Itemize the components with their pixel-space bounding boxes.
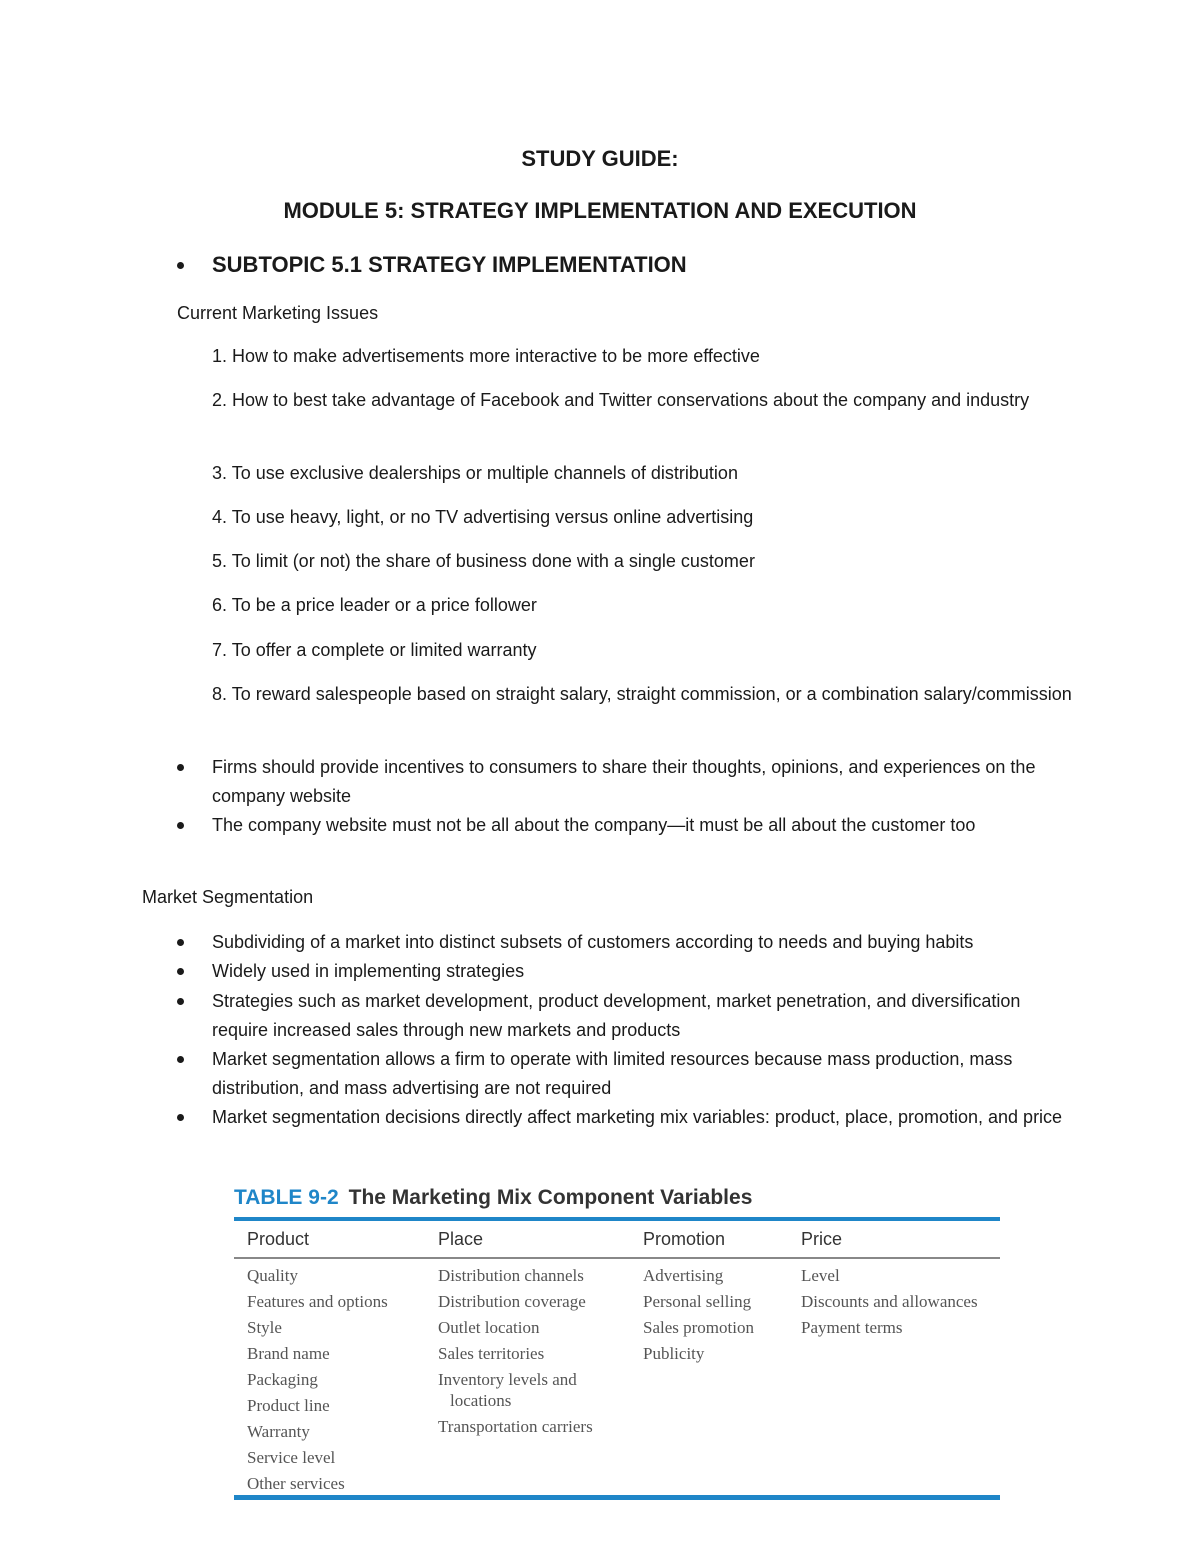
table-label: TABLE 9-2 [234, 1186, 339, 1209]
segmentation-heading: Market Segmentation [142, 887, 314, 907]
table-cell: Publicity [643, 1344, 705, 1363]
list-bullet [177, 939, 184, 946]
table-cell: Sales promotion [643, 1318, 754, 1337]
table-cell: Other services [247, 1474, 345, 1493]
table-cell: Service level [247, 1448, 336, 1467]
marketing-issues-heading: Current Marketing Issues [177, 303, 379, 323]
issue-item-3: 3. To use exclusive dealerships or multiple channels of distribution [212, 463, 738, 483]
table-cell: Distribution channels [438, 1266, 584, 1285]
list-bullet [177, 1056, 184, 1063]
segmentation-bullet-1: Subdividing of a market into distinct subsets of customers according to needs and buying habits [212, 932, 974, 952]
table-header-promotion: Promotion [643, 1229, 726, 1249]
table-cell: Warranty [247, 1422, 310, 1441]
table-header-place: Place [438, 1229, 484, 1249]
table-cell: Transportation carriers [438, 1417, 593, 1436]
issue-item-2: 2. How to best take advantage of Facebook and Twitter conservations about the company and industry [212, 390, 1030, 410]
table-caption [234, 1186, 752, 1210]
product-column [247, 1263, 388, 1497]
table-cell: Discounts and allowances [801, 1292, 978, 1311]
issue-item-1: 1. How to make advertisements more interactive to be more effective [212, 346, 760, 366]
subtopic-bullet [177, 262, 184, 269]
segmentation-bullet-5: Market segmentation decisions directly affect marketing mix variables: product, place, promotion, and price [212, 1107, 1063, 1127]
study-guide-title: STUDY GUIDE: [521, 146, 679, 171]
list-bullet [177, 968, 184, 975]
table-cell: Level [801, 1266, 840, 1285]
table-cell: Sales territories [438, 1344, 545, 1363]
list-bullet [177, 764, 184, 771]
issue-item-6: 6. To be a price leader or a price follower [212, 595, 537, 615]
table-cell: Quality [247, 1266, 298, 1285]
table-cell: locations [450, 1391, 512, 1410]
list-bullet [177, 998, 184, 1005]
table-header-product: Product [247, 1229, 310, 1249]
table-cell: Inventory levels and [438, 1370, 577, 1389]
segmentation-bullet-3: Strategies such as market development, product development, market penetration, and diversification require increased sales through new markets and products [212, 991, 1021, 1040]
price-column [801, 1263, 978, 1341]
module-title: MODULE 5: STRATEGY IMPLEMENTATION AND EXECUTION [283, 198, 917, 223]
table-cell: Packaging [247, 1370, 318, 1389]
promotion-column [643, 1263, 754, 1367]
table-top-rule [234, 1217, 1000, 1221]
place-column [438, 1263, 593, 1440]
list-bullet [177, 1114, 184, 1121]
subtopic-heading: SUBTOPIC 5.1 STRATEGY IMPLEMENTATION [212, 252, 687, 277]
table-cell: Features and options [247, 1292, 388, 1311]
issue-item-7: 7. To offer a complete or limited warranty [212, 640, 537, 660]
table-cell: Personal selling [643, 1292, 752, 1311]
table-cell: Distribution coverage [438, 1292, 586, 1311]
table-bottom-rule [234, 1495, 1000, 1500]
table-cell: Outlet location [438, 1318, 540, 1337]
table-cell: Brand name [247, 1344, 330, 1363]
issues-bullet-1: Firms should provide incentives to consumers to share their thoughts, opinions, and experiences on the company website [212, 757, 1036, 806]
segmentation-bullet-2: Widely used in implementing strategies [212, 961, 525, 981]
issue-item-8: 8. To reward salespeople based on straight salary, straight commission, or a combination salary/commission [212, 684, 1072, 704]
issue-item-5: 5. To limit (or not) the share of business done with a single customer [212, 551, 755, 571]
table-cell: Style [247, 1318, 282, 1337]
issues-bullet-2: The company website must not be all about the company—it must be all about the customer too [212, 815, 976, 835]
table-header-rule [234, 1257, 1000, 1259]
issue-item-4: 4. To use heavy, light, or no TV advertising versus online advertising [212, 507, 754, 527]
table-cell: Advertising [643, 1266, 724, 1285]
table-cell: Payment terms [801, 1318, 903, 1337]
list-bullet [177, 822, 184, 829]
table-cell: Product line [247, 1396, 330, 1415]
table-header-price: Price [801, 1229, 843, 1249]
table-title: The Marketing Mix Component Variables [348, 1186, 753, 1209]
segmentation-bullet-4: Market segmentation allows a firm to operate with limited resources because mass production, mass distribution, and mass advertising are not required [212, 1049, 1013, 1098]
